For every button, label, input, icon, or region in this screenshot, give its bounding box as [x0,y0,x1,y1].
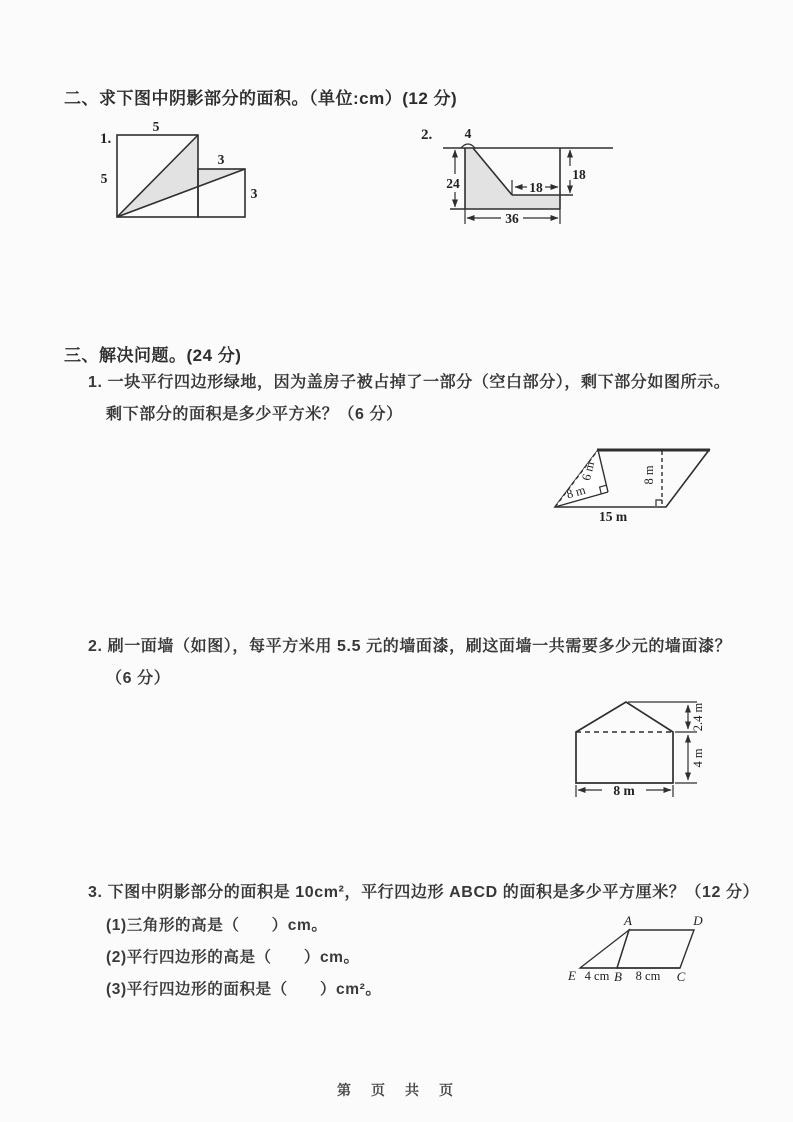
figure2-label-18v: 18 [572,167,586,182]
figure3-right-angle-height [656,500,662,506]
figure4-pentagon [576,702,673,783]
figure5-label-A: A [624,913,632,928]
figure4-wall [576,702,705,798]
figure3-label-8m-height: 8 m [642,465,656,485]
figure5-label-4cm: 4 cm [584,969,610,983]
figure3-parallelogram-lawn [555,450,710,524]
figure2-shaded-region [465,148,560,209]
figure5-parallelogram [617,930,694,968]
figure1-label-top3: 3 [217,152,225,167]
figure4-label-base: 8 m [613,783,635,798]
page-footer: 第 页 共 页 [337,1082,456,1098]
section2-heading: 二、求下图中阴影部分的面积。（单位:cm）(12 分) [64,89,458,108]
figure1-label-top5: 5 [152,119,160,134]
figure3-label-8m-leg: 8 m [564,482,588,502]
figure2-label-24: 24 [446,176,460,191]
figure3-label-15m: 15 m [598,509,628,524]
figure3-label-6m: 6 m [579,460,598,482]
figure5-shaded-triangle [580,930,629,968]
figure2-cut-rectangle [421,126,613,226]
figure5-parallelogram-abcd [567,913,703,984]
problem2-line2: （6 分） [106,670,171,687]
problem3-line1: 3. 下图中阴影部分的面积是 10cm²，平行四边形 ABCD 的面积是多少平方厘米？（12 分） [88,884,760,901]
problem1-line2: 剩下部分的面积是多少平方米？（6 分） [106,406,403,423]
problem3-q2: (2)平行四边形的高是（ ）cm。 [106,949,360,966]
figure5-label-B: B [614,969,622,984]
figure2-label-36: 36 [505,211,519,226]
problem3-q1: (1)三角形的高是（ ）cm。 [106,917,328,934]
problem2-line1: 2. 刷一面墙（如图），每平方米用 5.5 元的墙面漆，刷这面墙一共需要多少元的墙面漆？ [88,638,732,655]
figure5-label-8cm: 8 cm [635,969,661,983]
figure1-squares [100,119,258,217]
figure2-label-18h: 18 [529,180,543,195]
problem1-line1: 1. 一块平行四边形绿地，因为盖房子被占掉了一部分（空白部分），剩下部分如图所示。 [88,374,731,391]
figure5-label-C: C [676,969,686,984]
figure1-label-left5: 5 [100,171,108,186]
figure2-label-4: 4 [464,126,472,141]
figure5-label-D: D [693,913,703,928]
figure1-number: 1. [100,131,112,147]
figure5-label-E: E [568,968,576,983]
figure4-label-wall: 4 m [691,748,705,768]
figure1-label-right3: 3 [250,186,258,201]
figure2-number: 2. [421,127,433,143]
section3-heading: 三、解决问题。(24 分) [64,346,242,365]
problem3-q3: (3)平行四边形的面积是（ ）cm²。 [106,981,382,998]
figure4-label-roof: 2.4 m [691,702,705,732]
